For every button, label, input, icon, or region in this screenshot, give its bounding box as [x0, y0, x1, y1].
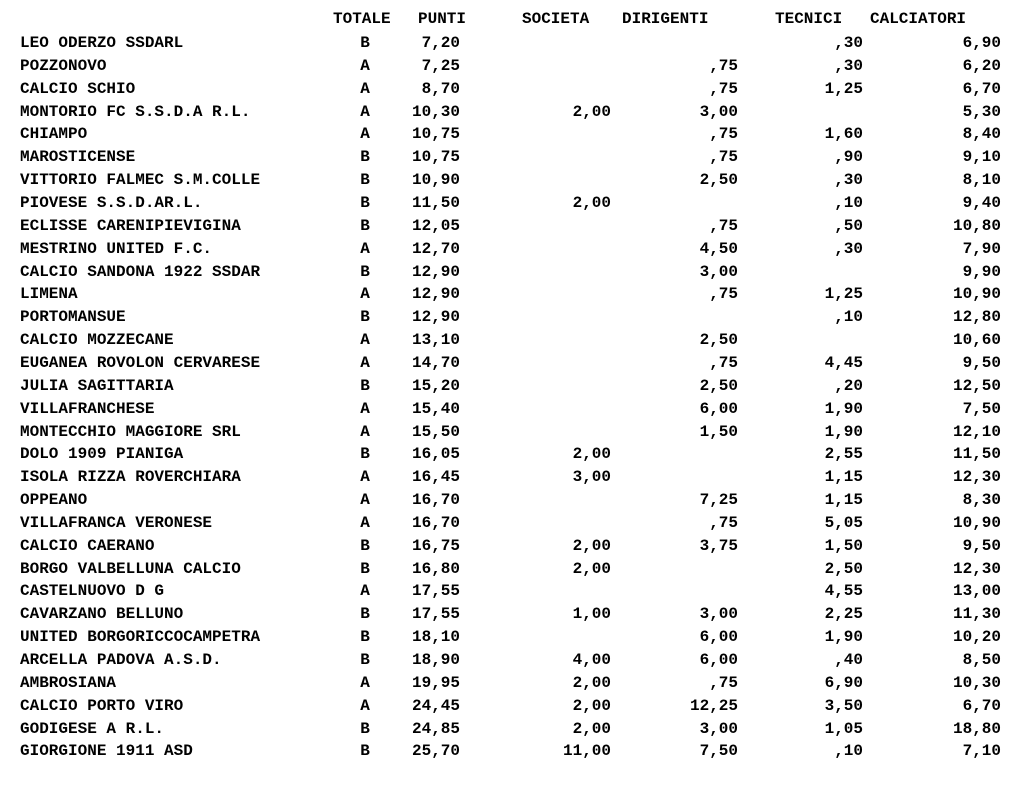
cell-dirigenti: [620, 306, 738, 329]
cell-calciatori: 12,10: [952, 422, 1001, 441]
cell-name: CASTELNUOVO D G: [20, 582, 165, 601]
cell-societa: 2,00: [572, 102, 611, 121]
cell-group: A: [360, 468, 370, 487]
cell-group: B: [360, 628, 370, 647]
cell-tecnici: 2,50: [824, 559, 863, 578]
cell-tecnici: ,10: [834, 194, 863, 212]
table-row: [0, 32, 1026, 55]
cell-punti: 7,20: [421, 34, 460, 52]
cell-group: A: [360, 285, 370, 304]
cell-group: B: [360, 262, 370, 281]
cell-calciatori: 10,60: [952, 331, 1001, 350]
cell-dirigenti: 4,50: [699, 239, 738, 258]
cell-punti: 24,85: [411, 719, 460, 738]
cell-group: B: [360, 445, 370, 464]
cell-societa: [520, 283, 611, 306]
cell-name: PORTOMANSUE: [20, 308, 126, 327]
cell-punti: 15,50: [411, 422, 460, 441]
cell-dirigenti: 3,00: [699, 605, 738, 624]
cell-name: CALCIO CAERANO: [20, 536, 155, 555]
table-row: [0, 352, 1026, 375]
cell-punti: 24,45: [411, 696, 460, 715]
cell-tecnici: 1,05: [824, 719, 863, 738]
cell-calciatori: 12,50: [952, 376, 1001, 395]
cell-societa: [520, 626, 611, 649]
cell-calciatori: 6,90: [962, 34, 1001, 52]
cell-dirigenti: 3,75: [699, 536, 738, 555]
cell-calciatori: 8,10: [962, 171, 1001, 190]
cell-group: B: [360, 605, 370, 624]
cell-societa: 2,00: [572, 536, 611, 555]
table-row: [0, 466, 1026, 489]
cell-societa: [520, 306, 611, 329]
cell-group: B: [360, 651, 370, 669]
cell-group: A: [360, 79, 370, 98]
cell-punti: 18,90: [411, 651, 460, 669]
cell-name: MESTRINO UNITED F.C.: [20, 239, 213, 258]
cell-societa: [520, 398, 611, 421]
cell-dirigenti: [620, 466, 738, 489]
cell-dirigenti: 7,25: [699, 491, 738, 509]
cell-punti: 12,70: [411, 239, 460, 258]
cell-name: VILLAFRANCHESE: [20, 399, 155, 418]
cell-tecnici: ,30: [834, 171, 863, 190]
cell-calciatori: 10,90: [952, 513, 1001, 532]
cell-dirigenti: 6,00: [699, 399, 738, 418]
header-dirigenti: DIRIGENTI: [622, 10, 709, 28]
cell-societa: 4,00: [572, 651, 611, 669]
cell-name: CHIAMPO: [20, 125, 88, 144]
table-row: [0, 398, 1026, 421]
cell-tecnici: ,30: [834, 56, 863, 75]
cell-name: OPPEANO: [20, 491, 88, 509]
table-row: [0, 101, 1026, 124]
table-row: [0, 261, 1026, 284]
cell-calciatori: 8,30: [962, 491, 1001, 509]
cell-tecnici: [760, 101, 863, 124]
cell-dirigenti: 12,25: [689, 696, 738, 715]
cell-calciatori: 18,80: [952, 719, 1001, 738]
cell-tecnici: ,10: [834, 308, 863, 327]
cell-group: A: [360, 422, 370, 441]
cell-punti: 7,25: [421, 56, 460, 75]
cell-punti: 16,80: [411, 559, 460, 578]
cell-punti: 18,10: [411, 628, 460, 647]
cell-group: A: [360, 673, 370, 692]
cell-calciatori: 10,20: [952, 628, 1001, 647]
cell-name: EUGANEA ROVOLON CERVARESE: [20, 353, 261, 372]
cell-dirigenti: 2,50: [699, 171, 738, 190]
cell-calciatori: 6,70: [962, 696, 1001, 715]
table-row: [0, 78, 1026, 101]
table-row: [0, 649, 1026, 672]
cell-calciatori: 8,40: [962, 125, 1001, 144]
cell-tecnici: [760, 329, 863, 352]
cell-dirigenti: 6,00: [699, 628, 738, 647]
cell-calciatori: 9,10: [962, 148, 1001, 167]
cell-group: A: [360, 56, 370, 75]
cell-group: A: [360, 513, 370, 532]
cell-name: PIOVESE S.S.D.AR.L.: [20, 194, 203, 212]
cell-tecnici: ,90: [834, 148, 863, 167]
cell-tecnici: 4,55: [824, 582, 863, 601]
cell-tecnici: ,20: [834, 376, 863, 395]
header-row: [0, 8, 1026, 31]
cell-punti: 19,95: [411, 673, 460, 692]
cell-societa: [520, 352, 611, 375]
cell-dirigenti: 3,00: [699, 102, 738, 121]
cell-dirigenti: [620, 32, 738, 55]
table-row: [0, 740, 1026, 763]
cell-name: ECLISSE CARENIPIEVIGINA: [20, 216, 241, 235]
cell-punti: 10,30: [411, 102, 460, 121]
cell-group: B: [360, 148, 370, 167]
cell-calciatori: 13,00: [952, 582, 1001, 601]
cell-tecnici: 2,55: [824, 445, 863, 464]
table-row: [0, 169, 1026, 192]
cell-tecnici: 1,90: [824, 399, 863, 418]
cell-name: LEO ODERZO SSDARL: [20, 34, 184, 52]
cell-societa: [520, 489, 611, 512]
cell-name: MONTECCHIO MAGGIORE SRL: [20, 422, 241, 441]
cell-calciatori: 11,50: [952, 445, 1001, 464]
cell-punti: 15,40: [411, 399, 460, 418]
cell-dirigenti: ,75: [709, 148, 738, 167]
cell-societa: [520, 421, 611, 444]
cell-name: VITTORIO FALMEC S.M.COLLE: [20, 171, 261, 190]
cell-punti: 15,20: [411, 376, 460, 395]
cell-punti: 16,70: [411, 513, 460, 532]
cell-group: B: [360, 719, 370, 738]
cell-calciatori: 12,30: [952, 559, 1001, 578]
cell-punti: 16,45: [411, 468, 460, 487]
header-calciatori: CALCIATORI: [870, 10, 967, 28]
cell-name: ISOLA RIZZA ROVERCHIARA: [20, 468, 241, 487]
cell-name: LIMENA: [20, 285, 78, 304]
header-punti: PUNTI: [418, 10, 467, 28]
cell-calciatori: 6,70: [962, 79, 1001, 98]
cell-punti: 10,75: [411, 125, 460, 144]
cell-name: CALCIO SANDONA 1922 SSDAR: [20, 262, 261, 281]
cell-group: A: [360, 399, 370, 418]
cell-tecnici: 1,25: [824, 79, 863, 98]
cell-name: CALCIO PORTO VIRO: [20, 696, 184, 715]
cell-tecnici: 4,45: [824, 353, 863, 372]
cell-group: B: [360, 171, 370, 190]
cell-dirigenti: ,75: [709, 285, 738, 304]
table-row: [0, 238, 1026, 261]
cell-punti: 12,05: [411, 216, 460, 235]
cell-punti: 12,90: [411, 285, 460, 304]
cell-punti: 10,75: [411, 148, 460, 167]
cell-group: B: [360, 536, 370, 555]
cell-societa: 2,00: [572, 559, 611, 578]
table-row: [0, 626, 1026, 649]
cell-tecnici: 6,90: [824, 673, 863, 692]
cell-dirigenti: 7,50: [699, 742, 738, 761]
cell-name: JULIA SAGITTARIA: [20, 376, 174, 395]
cell-tecnici: 2,25: [824, 605, 863, 624]
table-row: [0, 123, 1026, 146]
cell-dirigenti: ,75: [709, 216, 738, 235]
cell-calciatori: 7,90: [962, 239, 1001, 258]
cell-calciatori: 10,90: [952, 285, 1001, 304]
cell-societa: 2,00: [572, 445, 611, 464]
cell-tecnici: ,50: [834, 216, 863, 235]
table-row: [0, 215, 1026, 238]
cell-dirigenti: 3,00: [699, 719, 738, 738]
cell-societa: [520, 238, 611, 261]
cell-tecnici: ,30: [834, 34, 863, 52]
cell-tecnici: 1,90: [824, 628, 863, 647]
header-societa: SOCIETA: [522, 10, 590, 28]
cell-calciatori: 9,50: [962, 353, 1001, 372]
cell-calciatori: 6,20: [962, 56, 1001, 75]
cell-name: MAROSTICENSE: [20, 148, 136, 167]
cell-societa: [520, 512, 611, 535]
cell-calciatori: 9,90: [962, 262, 1001, 281]
cell-punti: 25,70: [411, 742, 460, 761]
cell-dirigenti: [620, 580, 738, 603]
cell-societa: 1,00: [572, 605, 611, 624]
cell-societa: 11,00: [562, 742, 611, 761]
cell-punti: 10,90: [411, 171, 460, 190]
cell-tecnici: 1,25: [824, 285, 863, 304]
cell-group: B: [360, 559, 370, 578]
header-totale: TOTALE: [333, 10, 391, 28]
table-row: [0, 535, 1026, 558]
cell-tecnici: ,10: [834, 742, 863, 761]
table-row: [0, 283, 1026, 306]
cell-societa: [520, 329, 611, 352]
cell-group: A: [360, 491, 370, 509]
table-row: [0, 306, 1026, 329]
cell-group: A: [360, 102, 370, 121]
cell-dirigenti: ,75: [709, 125, 738, 144]
cell-punti: 16,75: [411, 536, 460, 555]
table-row: [0, 192, 1026, 215]
table-row: [0, 375, 1026, 398]
cell-tecnici: [760, 261, 863, 284]
table-row: [0, 512, 1026, 535]
cell-dirigenti: [620, 558, 738, 581]
cell-societa: [520, 261, 611, 284]
cell-tecnici: ,30: [834, 239, 863, 258]
cell-dirigenti: ,75: [709, 56, 738, 75]
cell-calciatori: 7,10: [962, 742, 1001, 761]
cell-calciatori: 10,30: [952, 673, 1001, 692]
cell-dirigenti: ,75: [709, 513, 738, 532]
table-row: [0, 580, 1026, 603]
cell-calciatori: 5,30: [962, 102, 1001, 121]
cell-punti: 8,70: [421, 79, 460, 98]
cell-group: A: [360, 582, 370, 601]
cell-punti: 16,05: [411, 445, 460, 464]
cell-tecnici: 1,90: [824, 422, 863, 441]
cell-tecnici: 5,05: [824, 513, 863, 532]
cell-dirigenti: 3,00: [699, 262, 738, 281]
cell-societa: [520, 146, 611, 169]
cell-group: A: [360, 239, 370, 258]
cell-punti: 13,10: [411, 331, 460, 350]
cell-group: B: [360, 216, 370, 235]
cell-calciatori: 8,50: [962, 651, 1001, 669]
cell-group: B: [360, 742, 370, 761]
cell-societa: 2,00: [572, 719, 611, 738]
cell-group: B: [360, 376, 370, 395]
cell-group: B: [360, 34, 370, 52]
table-row: [0, 443, 1026, 466]
table-row: [0, 421, 1026, 444]
cell-name: UNITED BORGORICCOCAMPETRA: [20, 628, 261, 647]
cell-name: VILLAFRANCA VERONESE: [20, 513, 213, 532]
cell-name: MONTORIO FC S.S.D.A R.L.: [20, 102, 251, 121]
cell-tecnici: 1,50: [824, 536, 863, 555]
cell-calciatori: 11,30: [952, 605, 1001, 624]
cell-name: AMBROSIANA: [20, 673, 117, 692]
cell-societa: 2,00: [572, 696, 611, 715]
cell-name: POZZONOVO: [20, 56, 107, 75]
cell-societa: [520, 580, 611, 603]
cell-dirigenti: 2,50: [699, 376, 738, 395]
cell-societa: 2,00: [572, 194, 611, 212]
table-row: [0, 603, 1026, 626]
cell-societa: 3,00: [572, 468, 611, 487]
cell-calciatori: 9,50: [962, 536, 1001, 555]
cell-punti: 12,90: [411, 308, 460, 327]
cell-name: CALCIO SCHIO: [20, 79, 136, 98]
cell-dirigenti: 2,50: [699, 331, 738, 350]
cell-societa: [520, 169, 611, 192]
cell-societa: [520, 123, 611, 146]
cell-group: B: [360, 308, 370, 327]
cell-punti: 12,90: [411, 262, 460, 281]
cell-dirigenti: [620, 443, 738, 466]
table-row: [0, 718, 1026, 741]
table-row: [0, 329, 1026, 352]
cell-calciatori: 10,80: [952, 216, 1001, 235]
cell-group: A: [360, 125, 370, 144]
table-row: [0, 558, 1026, 581]
cell-punti: 14,70: [411, 353, 460, 372]
header-tecnici: TECNICI: [775, 10, 843, 28]
cell-dirigenti: 1,50: [699, 422, 738, 441]
cell-societa: [520, 375, 611, 398]
cell-name: GIORGIONE 1911 ASD: [20, 742, 193, 761]
cell-name: CALCIO MOZZECANE: [20, 331, 174, 350]
cell-name: ARCELLA PADOVA A.S.D.: [20, 651, 222, 669]
cell-societa: [520, 78, 611, 101]
cell-dirigenti: ,75: [709, 673, 738, 692]
cell-dirigenti: 6,00: [699, 651, 738, 669]
cell-calciatori: 12,30: [952, 468, 1001, 487]
table-row: [0, 146, 1026, 169]
cell-societa: 2,00: [572, 673, 611, 692]
table-row: [0, 489, 1026, 512]
cell-societa: [520, 32, 611, 55]
cell-group: B: [360, 194, 370, 212]
cell-group: A: [360, 353, 370, 372]
cell-tecnici: ,40: [834, 651, 863, 669]
cell-punti: 17,55: [411, 582, 460, 601]
cell-dirigenti: ,75: [709, 79, 738, 98]
cell-societa: [520, 55, 611, 78]
cell-calciatori: 12,80: [952, 308, 1001, 327]
cell-tecnici: 1,15: [824, 491, 863, 509]
cell-punti: 16,70: [411, 491, 460, 509]
cell-name: DOLO 1909 PIANIGA: [20, 445, 184, 464]
cell-punti: 11,50: [411, 194, 460, 212]
cell-group: A: [360, 331, 370, 350]
table-row: [0, 55, 1026, 78]
table-row: [0, 695, 1026, 718]
cell-name: GODIGESE A R.L.: [20, 719, 165, 738]
cell-dirigenti: [620, 192, 738, 215]
cell-punti: 17,55: [411, 605, 460, 624]
cell-calciatori: 7,50: [962, 399, 1001, 418]
cell-name: BORGO VALBELLUNA CALCIO: [20, 559, 241, 578]
cell-calciatori: 9,40: [962, 194, 1001, 212]
cell-name: CAVARZANO BELLUNO: [20, 605, 184, 624]
cell-tecnici: 3,50: [824, 696, 863, 715]
cell-dirigenti: ,75: [709, 353, 738, 372]
cell-group: A: [360, 696, 370, 715]
cell-societa: [520, 215, 611, 238]
cell-tecnici: 1,15: [824, 468, 863, 487]
cell-tecnici: 1,60: [824, 125, 863, 144]
table-row: [0, 672, 1026, 695]
